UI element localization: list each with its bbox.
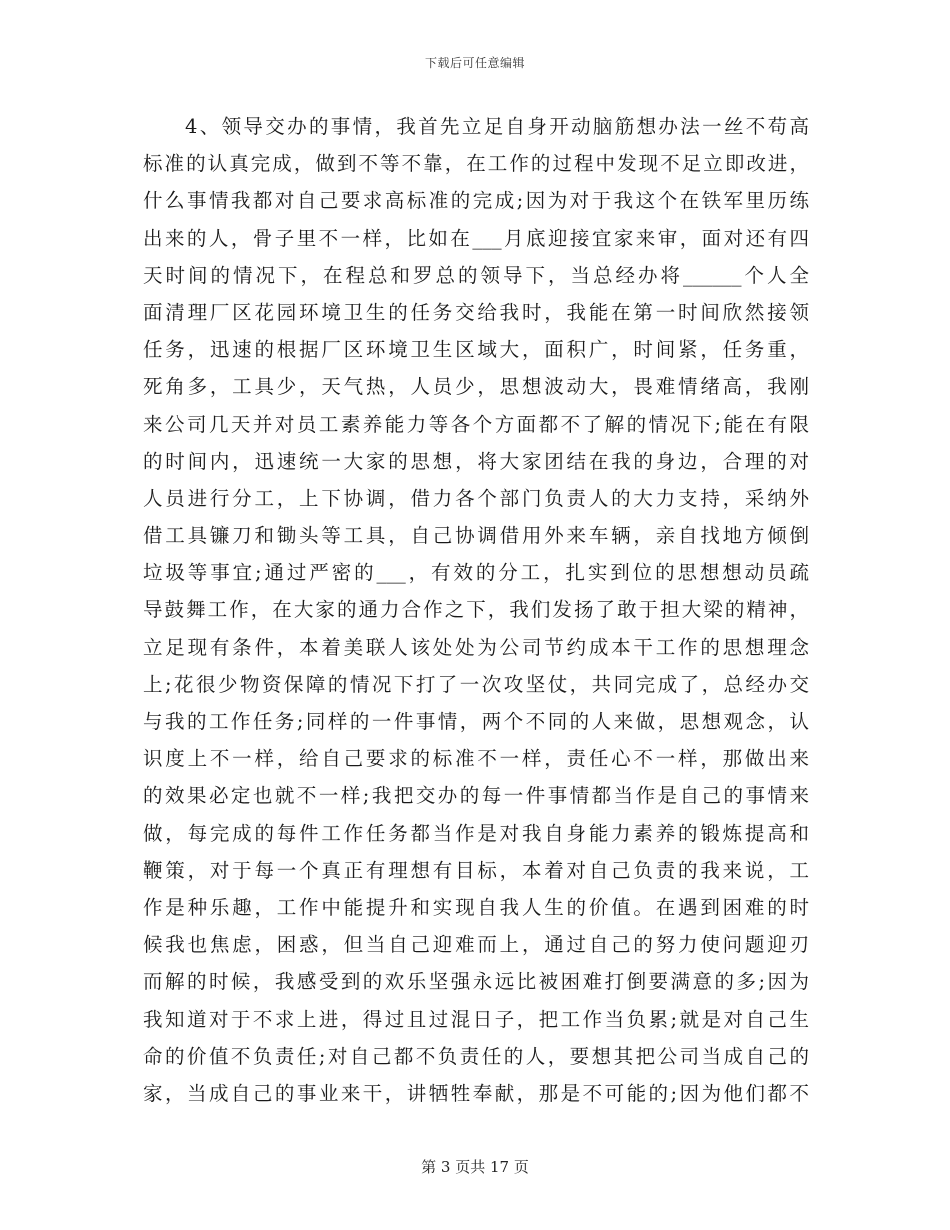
text-line: 的时间内，迅速统一大家的思想，将大家团结在我的身边，合理的对 — [143, 449, 809, 473]
text-line: 垃圾等事宜;通过严密的___，有效的分工，扎实到位的思想想动员疏 — [143, 561, 809, 585]
text-line: 面清理厂区花园环境卫生的任务交给我时，我能在第一时间欣然接领 — [143, 300, 809, 324]
page-number: 第 3 页共 17 页 — [421, 1158, 529, 1176]
text-line: 作是种乐趣，工作中能提升和实现自我人生的价值。在遇到困难的时 — [143, 895, 809, 919]
text-line: 识度上不一样，给自己要求的标准不一样，责任心不一样，那做出来 — [143, 747, 809, 771]
text-line: 任务，迅速的根据厂区环境卫生区域大，面积广，时间紧，任务重， — [143, 338, 809, 362]
text-line: 我知道对于不求上进，得过且过混日子，把工作当负累;就是对自己生 — [143, 1007, 809, 1031]
text-line: 命的价值不负责任;对自己都不负责任的人，要想其把公司当成自己的 — [143, 1044, 809, 1068]
text-line: 鞭策，对于每一个真正有理想有目标，本着对自己负责的我来说，工 — [143, 858, 809, 882]
text-line: 家，当成自己的事业来干，讲牺牲奉献，那是不可能的;因为他们都不 — [143, 1081, 809, 1105]
text-line: 死角多，工具少，天气热，人员少，思想波动大，畏难情绪高，我刚 — [143, 375, 809, 399]
text-line: 来公司几天并对员工素养能力等各个方面都不了解的情况下;能在有限 — [143, 412, 809, 436]
text-line: 什么事情我都对自己要求高标准的完成;因为对于我这个在铁军里历练 — [143, 189, 809, 213]
text-line: 标准的认真完成，做到不等不靠，在工作的过程中发现不足立即改进， — [143, 152, 809, 176]
text-line: 的效果必定也就不一样;我把交办的每一件事情都当作是自己的事情来 — [143, 784, 809, 808]
text-line: 候我也焦虑，困惑，但当自己迎难而上，通过自己的努力使问题迎刃 — [143, 933, 809, 957]
text-line: 立足现有条件，本着美联人该处处为公司节约成本干工作的思想理念 — [143, 635, 809, 659]
text-line: 做，每完成的每件工作任务都当作是对我自身能力素养的锻炼提高和 — [143, 821, 809, 845]
document-body — [143, 108, 809, 1112]
text-line: 人员进行分工，上下协调，借力各个部门负责人的大力支持，采纳外 — [143, 486, 809, 510]
text-line: 导鼓舞工作，在大家的通力合作之下，我们发扬了敢于担大梁的精神， — [143, 598, 809, 622]
text-line: 与我的工作任务;同样的一件事情，两个不同的人来做，思想观念，认 — [143, 710, 809, 733]
text-line: 4、领导交办的事情，我首先立足自身开动脑筋想办法一丝不苟高 — [185, 115, 809, 138]
text-line: 而解的时候，我感受到的欢乐坚强永远比被困难打倒要满意的多;因为 — [143, 970, 809, 994]
text-line: 出来的人，骨子里不一样，比如在___月底迎接宜家来审，面对还有四 — [143, 226, 809, 250]
text-line: 天时间的情况下，在程总和罗总的领导下，当总经办将______个人全 — [143, 263, 809, 287]
page-header: 下载后可任意编辑 — [424, 56, 525, 70]
text-line: 上;花很少物资保障的情况下打了一次攻坚仗，共同完成了，总经办交 — [143, 672, 809, 696]
text-line: 借工具镰刀和锄头等工具，自己协调借用外来车辆，亲自找地方倾倒 — [143, 524, 809, 548]
